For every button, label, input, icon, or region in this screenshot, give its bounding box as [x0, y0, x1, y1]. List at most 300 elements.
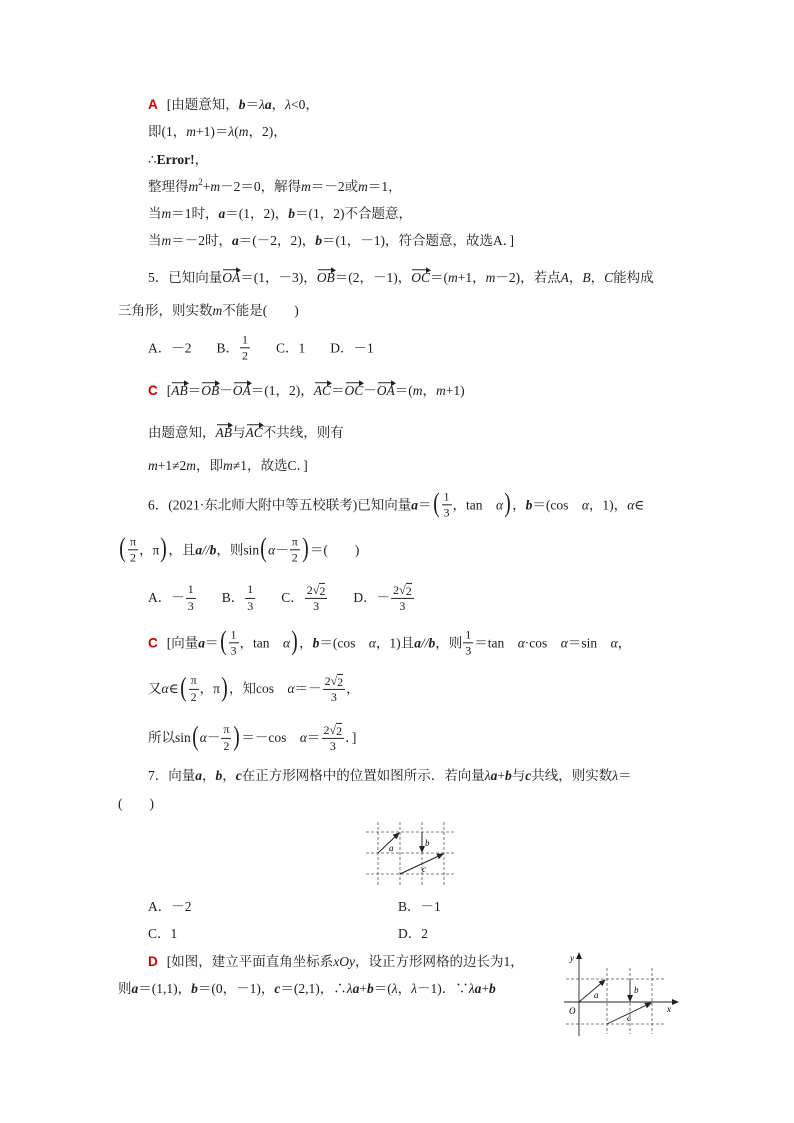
vector-symbol: a [218, 206, 226, 222]
text-run: ，知cos [228, 681, 288, 697]
vector-with-arrow: OA [376, 383, 395, 399]
text-run: ＝ [245, 97, 259, 113]
text-run: ＝( [430, 270, 449, 286]
solution-line [148, 425, 344, 441]
math-italic: m [210, 179, 221, 195]
math-italic: // [202, 542, 210, 558]
text-run: +1)＝ [196, 124, 229, 140]
text-run: ＝(2，－1)， [334, 270, 412, 286]
vector-symbol: c [235, 768, 242, 784]
math-italic: λ [411, 981, 417, 997]
text-run: 整理得 [148, 179, 189, 195]
fraction-denominator: 2 [242, 348, 249, 363]
question-5-stem [118, 303, 299, 319]
math-italic: λ [468, 981, 475, 997]
radicand: 2 [337, 674, 344, 689]
radical-coefficient: 2 [306, 582, 313, 597]
text-run: ＝(cos [532, 497, 582, 513]
vector-with-arrow: OA [222, 270, 241, 286]
solution-line [148, 625, 632, 658]
math-italic: m [358, 179, 368, 195]
math-italic: m [238, 124, 249, 140]
vector-symbol: b [238, 97, 246, 113]
text-run: ＝( ) [309, 542, 360, 558]
question-7-options [148, 899, 648, 915]
vector-symbol: b [525, 497, 533, 513]
vector-with-arrow: OC [344, 383, 364, 399]
vector-with-arrow: AC [313, 383, 332, 399]
answer-option [148, 340, 192, 356]
math-italic: α [199, 730, 207, 746]
vector-with-arrow: OA [232, 383, 251, 399]
text-run: ＝(－2，2)， [238, 233, 316, 249]
fraction-numerator: 1 [245, 583, 255, 598]
text-run: ＝1时， [171, 206, 219, 222]
text-run: ，设正方形网格的边长为1， [354, 954, 524, 970]
text-run: ， [194, 152, 209, 168]
radical-coefficient: 2 [323, 722, 330, 737]
math-italic: m [212, 303, 223, 319]
question-5-options [148, 333, 399, 362]
text-run: ＝(1，－1)，符合题意，故选A．] [322, 233, 514, 249]
text-run: 即(1， [148, 124, 187, 140]
text-run: － [219, 383, 233, 399]
vector-symbol: a [198, 635, 205, 651]
text-run: 6．(2021·东北师大附中等五校联考)已知向量 [148, 497, 412, 513]
math-italic: m [412, 383, 423, 399]
text-run: 共线，则实数 [531, 768, 613, 784]
text-run: + [481, 981, 489, 997]
text-run: ≠1，故选C．] [232, 458, 308, 474]
question-6-stem [118, 532, 360, 565]
answer-option [276, 340, 305, 356]
superscript: 2 [198, 176, 203, 187]
vector-symbol: c [525, 768, 532, 784]
vector-a-arrow [579, 980, 605, 1002]
vector-b-label: b [425, 838, 430, 848]
fraction-denominator: 3 [329, 738, 336, 753]
text-run: ＝(1，2)， [250, 383, 314, 399]
fraction-denominator: 3 [443, 505, 450, 520]
math-italic: α [268, 542, 276, 558]
big-right-paren: ) [504, 487, 511, 518]
solution-line [148, 97, 319, 113]
solution-line [148, 954, 524, 970]
text-run: ， [202, 768, 216, 784]
text-run: ＝ [331, 383, 345, 399]
vector-symbol: b [215, 768, 223, 784]
text-run: +1≠2 [157, 458, 187, 474]
big-left-paren: ( [192, 720, 199, 751]
vector-symbol: a [232, 233, 239, 249]
math-italic: α [496, 497, 504, 513]
math-italic: α [287, 681, 295, 697]
text-run: ．] [345, 730, 357, 746]
text-run: ＝(2,1)，∴ [280, 981, 347, 997]
answer-option [330, 340, 374, 356]
text-run: ∈ [168, 681, 179, 697]
text-run: ＝sin [567, 635, 611, 651]
text-run: ，且 [168, 542, 196, 558]
solution-line [148, 720, 357, 753]
text-run: ，1)且 [375, 635, 415, 651]
solution-line [148, 671, 360, 704]
fraction [391, 583, 414, 613]
question-6-stem [148, 487, 645, 520]
math-italic: C [604, 270, 614, 286]
math-italic: m [148, 458, 158, 474]
text-run: [向量 [166, 635, 199, 651]
text-run: D．－1 [330, 340, 374, 356]
solution-line [148, 233, 514, 249]
text-run: ，则sin [216, 542, 260, 558]
radical-sign: √ [312, 582, 320, 597]
big-right-paren: ) [291, 625, 298, 656]
answer-letter: C [148, 383, 158, 399]
text-run: [ [166, 383, 172, 399]
math-italic: λ [612, 768, 619, 784]
math-italic: α [610, 635, 618, 651]
math-italic: α [161, 681, 169, 697]
math-italic: α [299, 730, 308, 746]
fraction [128, 535, 138, 564]
math-italic: m [448, 270, 458, 286]
text-run: B．－1 [398, 899, 441, 915]
vector-with-arrow: OB [201, 383, 220, 399]
text-run: ( ) [118, 796, 154, 812]
vector-a-label: a [389, 843, 394, 853]
text-run: +1， [457, 270, 486, 286]
solution-line [148, 124, 287, 140]
text-run: 所以sin [148, 730, 191, 746]
text-run: 三角形，则实数 [118, 303, 213, 319]
text-run: 5．已知向量 [148, 270, 223, 286]
fraction-denominator: 3 [330, 689, 337, 704]
math-italic: m [436, 383, 446, 399]
big-left-paren: ( [260, 532, 267, 563]
math-italic: λ [285, 97, 291, 113]
big-left-paren: ( [179, 671, 187, 702]
vector-with-arrow: AC [245, 425, 263, 441]
text-run: ＝ [418, 497, 432, 513]
text-run: + [202, 179, 211, 195]
fraction [323, 674, 346, 704]
solution-line [148, 383, 465, 399]
vector-symbol: b [488, 981, 496, 997]
big-right-paren: ) [160, 532, 168, 563]
text-run: B． [216, 340, 240, 356]
answer-letter: A [148, 97, 158, 113]
text-run: 能构成 [613, 270, 654, 286]
solution-line [148, 176, 402, 195]
text-run: ＝( [373, 981, 392, 997]
vector-symbol: a [411, 497, 418, 513]
text-run: 不共线，则有 [262, 425, 344, 441]
answer-option [148, 899, 398, 915]
text-run: + [359, 981, 367, 997]
text-run: ， [590, 270, 605, 286]
text-run: ＝(0，－1)， [197, 981, 275, 997]
text-run: ＝－2或 [310, 179, 359, 195]
text-run: ∴ [148, 152, 157, 168]
text-run: ＝1， [367, 179, 402, 195]
question-7-stem [148, 768, 632, 784]
big-right-paren: ) [302, 532, 309, 563]
vector-symbol: a [131, 981, 139, 997]
fraction-numerator: π [189, 674, 199, 689]
math-italic: λ [346, 981, 353, 997]
fraction-denominator: 2 [190, 689, 197, 704]
text-run: － [206, 730, 221, 746]
fraction [186, 583, 196, 612]
text-run: ，π [139, 542, 160, 558]
answer-option [353, 583, 414, 613]
text-run: ＝ [618, 768, 632, 784]
text-run: 在正方形网格中的位置如图所示．若向量 [241, 768, 485, 784]
text-run: ＝ [205, 635, 219, 651]
text-run: 与 [511, 768, 526, 784]
fraction [229, 628, 239, 657]
answer-letter: C [148, 635, 158, 651]
coordinate-grid-figure [560, 950, 682, 1038]
text-run: ， [512, 497, 526, 513]
text-run: ＝－cos [241, 730, 300, 746]
math-italic: m [161, 206, 172, 222]
big-left-paren: ( [119, 532, 126, 563]
math-italic: m [188, 179, 199, 195]
vector-symbol: a [352, 981, 360, 997]
big-right-paren: ) [221, 671, 228, 702]
answer-option [398, 899, 648, 915]
fraction [221, 723, 231, 752]
fraction-denominator: 3 [230, 643, 237, 658]
vector-symbol: a [264, 97, 272, 113]
fraction-numerator [322, 723, 345, 739]
vector-symbol: b [288, 206, 295, 222]
math-italic: A [560, 270, 569, 286]
answer-option [148, 926, 398, 942]
text-run: ， [299, 635, 313, 651]
vector-symbol: c [274, 981, 281, 997]
text-run: ，即 [196, 458, 224, 474]
text-run: 不能是( ) [222, 303, 299, 319]
text-run: ，则 [435, 635, 463, 651]
y-axis-label: y [570, 953, 574, 963]
radical-coefficient: 2 [393, 582, 400, 597]
question-5-stem [148, 270, 654, 286]
vector-symbol: b [366, 981, 374, 997]
math-italic: // [420, 635, 429, 651]
text-run: ，tan [452, 497, 496, 513]
question-6-options [148, 583, 440, 613]
radicand: 2 [319, 583, 326, 598]
vector-a-label: a [594, 990, 599, 1000]
big-left-paren: ( [219, 625, 227, 656]
vector-symbol: a [195, 768, 202, 784]
vector-symbol: a [490, 768, 498, 784]
radical-sign: √ [399, 582, 406, 597]
vector-c-label: c [422, 864, 426, 874]
fraction-numerator: 1 [442, 490, 452, 505]
math-italic: α [517, 635, 525, 651]
vector-with-arrow: OC [411, 270, 431, 286]
origin-label: O [569, 1006, 576, 1016]
text-run: ＝(1，2)， [225, 206, 289, 222]
vector-symbol: b [209, 542, 217, 558]
text-run: ＝(1，2)不合题意， [295, 206, 412, 222]
vector-symbol: b [191, 981, 198, 997]
text-run: D．－ [353, 590, 391, 606]
fraction-numerator [305, 583, 328, 599]
fraction-numerator: 1 [240, 333, 250, 348]
fraction [189, 674, 199, 703]
solution-line [148, 206, 412, 222]
big-left-paren: ( [432, 487, 440, 518]
radical-sign: √ [329, 722, 337, 737]
text-run: ， [346, 681, 360, 697]
text-run: －2＝0，解得 [220, 179, 302, 195]
text-run: ＝(1，－3)， [240, 270, 317, 286]
math-italic: m [186, 124, 196, 140]
math-italic: λ [484, 768, 491, 784]
fraction [442, 490, 452, 519]
text-run: ＝－2时， [171, 233, 232, 249]
math-italic: λ [391, 981, 398, 997]
math-italic: m [301, 179, 311, 195]
vector-symbol: a [414, 635, 421, 651]
text-run: A．－ [148, 590, 185, 606]
math-italic: α [581, 497, 589, 513]
vector-symbol: b [428, 635, 436, 651]
text-run: －1)．∵ [416, 981, 469, 997]
answer-option [281, 583, 328, 613]
text-run: ＝(1,1)， [138, 981, 192, 997]
text-run: 由题意知， [148, 425, 216, 441]
text-run: 又 [148, 681, 162, 697]
text-run: ＝ [307, 730, 321, 746]
bold-text: Error! [156, 152, 195, 168]
big-right-paren: ) [233, 720, 241, 751]
fraction-denominator: 2 [130, 550, 137, 565]
radical-sign: √ [330, 673, 338, 688]
text-run: ＝( [394, 383, 413, 399]
text-run: C．1 [148, 926, 178, 942]
text-run: ，tan [239, 635, 283, 651]
question-7-options [148, 926, 648, 942]
solution-line [118, 981, 496, 997]
fraction [463, 628, 473, 657]
math-italic: α [627, 497, 635, 513]
math-italic: λ [228, 124, 235, 140]
fraction [305, 583, 328, 613]
math-italic: xOy [333, 954, 355, 970]
text-run: ＝(cos [319, 635, 369, 651]
text-run: ＝－ [294, 681, 322, 697]
vector-symbol: b [312, 635, 320, 651]
text-run: ，π [199, 681, 220, 697]
solution-line [148, 458, 308, 474]
text-run: ， [222, 768, 236, 784]
text-run: B． [221, 590, 245, 606]
vector-symbol: b [315, 233, 322, 249]
vector-with-arrow: OB [316, 270, 335, 286]
fraction-numerator: π [128, 535, 138, 550]
text-run: ， [617, 635, 632, 651]
text-run: ，2)， [248, 124, 287, 140]
text-run: ∈ [634, 497, 645, 513]
text-run: C．1 [276, 340, 306, 356]
fraction-numerator: 1 [463, 628, 473, 643]
fraction-numerator: π [290, 535, 300, 550]
vector-with-arrow: AB [215, 425, 232, 441]
fraction-denominator: 3 [187, 598, 194, 613]
vector-symbol: a [474, 981, 482, 997]
x-axis-label: x [667, 1004, 671, 1014]
math-italic: m [186, 458, 197, 474]
fraction-numerator: 1 [186, 583, 196, 598]
radical-coefficient: 2 [324, 673, 331, 688]
math-italic: B [582, 270, 591, 286]
fraction-denominator: 2 [291, 550, 298, 565]
text-run: ＝tan [474, 635, 518, 651]
fraction-denominator: 3 [247, 598, 254, 613]
text-run: [由题意知， [166, 97, 239, 113]
radicand: 2 [336, 723, 343, 738]
text-run: ， [397, 981, 412, 997]
radicand: 2 [405, 583, 412, 598]
text-run: 则 [118, 981, 132, 997]
solution-line [148, 152, 208, 168]
vector-b-label: b [634, 985, 639, 995]
math-italic: α [283, 635, 291, 651]
text-run: ·cos [524, 635, 561, 651]
text-run: <0， [290, 97, 319, 113]
text-run: C． [281, 590, 304, 606]
fraction-numerator [391, 583, 414, 599]
answer-option [148, 583, 197, 612]
math-italic: α [560, 635, 568, 651]
text-run: A．－2 [148, 340, 192, 356]
fraction-denominator: 3 [465, 643, 472, 658]
text-run: ( [234, 124, 239, 140]
text-run: ，1)， [588, 497, 628, 513]
fraction [322, 723, 345, 753]
answer-option [222, 583, 257, 612]
fraction-denominator: 3 [399, 598, 406, 613]
answer-letter: D [148, 954, 158, 970]
fraction [290, 535, 300, 564]
text-run: － [363, 383, 377, 399]
text-run: － [275, 542, 289, 558]
text-run: [如图，建立平面直角坐标系 [166, 954, 334, 970]
text-run: A．－2 [148, 899, 192, 915]
math-italic: α [368, 635, 376, 651]
text-run: 7．向量 [148, 768, 196, 784]
text-run: 与 [232, 425, 246, 441]
vector-c-label: c [627, 1013, 631, 1023]
text-run: D．2 [398, 926, 428, 942]
fraction [245, 583, 255, 612]
text-run: 当 [148, 233, 162, 249]
answer-option [398, 926, 648, 942]
vector-with-arrow: AB [171, 383, 188, 399]
text-run: 当 [148, 206, 162, 222]
text-run: + [497, 768, 505, 784]
vector-symbol: a [195, 542, 203, 558]
question-7-stem [118, 796, 154, 812]
math-italic: m [485, 270, 496, 286]
math-italic: m [161, 233, 172, 249]
